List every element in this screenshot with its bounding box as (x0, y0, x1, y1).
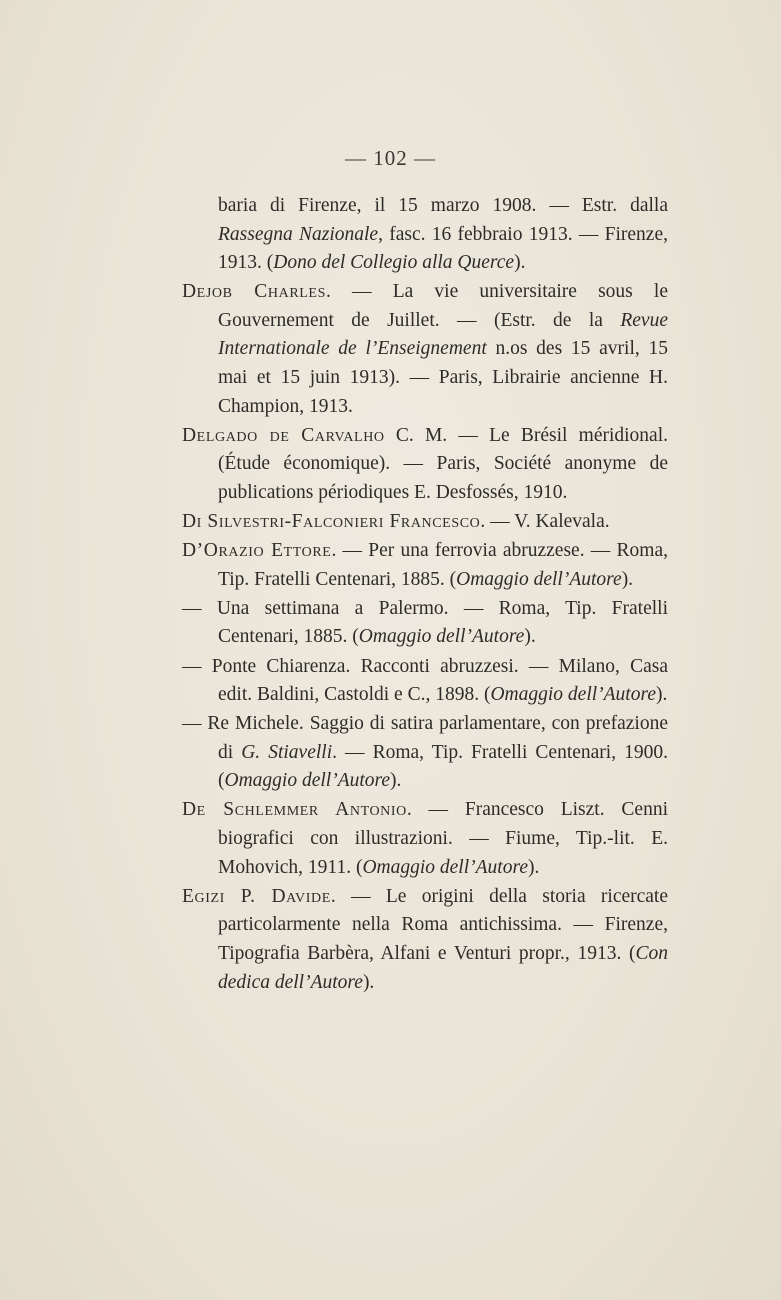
author-name: Dejob Charles (182, 281, 326, 303)
entry-text: . — V. Kalevala. (480, 511, 610, 533)
italic-title: Omaggio dell’Autore (358, 626, 525, 648)
italic-title: Omaggio dell’Autore (490, 684, 656, 706)
entry-text: — Una settimana a Palermo. — Roma, Tip. Fratelli Centenari, 1885. ( (182, 597, 668, 648)
italic-title: Omaggio dell’Autore (362, 856, 528, 878)
italic-title: Revue Internationale de l’Enseignement (218, 309, 668, 360)
entry-text: baria di Firenze, il 15 marzo 1908. — Estr. dalla (218, 195, 668, 216)
entry-text: . — Le origini della storia ricercate particolarmente nella Roma antichissima. — Firenze, Tipografia Barbèra, Alfani e Venturi propr., 1913. ( (218, 885, 669, 964)
italic-title: Omaggio dell’Autore (456, 568, 622, 590)
italic-title: G. Stiavelli (241, 741, 333, 763)
entry-text: . — Roma, Tip. Fratelli Centenari, 1900. ( (218, 741, 668, 792)
entry-text: ). (362, 971, 375, 993)
bibliography-entry (182, 595, 668, 653)
entry-text: ). (621, 568, 634, 590)
page-number: — 102 — (345, 146, 436, 170)
entry-text: — Re Michele. Saggio di satira parlamentare, con prefazione di (182, 713, 668, 763)
author-name: De Schlemmer Antonio (182, 799, 407, 821)
entry-text: — Ponte Chiarenza. Racconti abruzzesi. — Milano, Casa edit. Baldini, Castoldi e C., 1898. ( (182, 655, 668, 706)
bibliography-list (182, 192, 668, 998)
bibliography-entry-continuation (182, 192, 668, 278)
entry-text: , fasc. 16 febbraio 1913. — Firenze, 1913. ( (218, 223, 668, 274)
entry-text: . — Per una ferrovia abruzzese. — Roma, Tip. Fratelli Centenari, 1885. ( (218, 540, 668, 590)
bibliography-entry (182, 422, 668, 508)
author-name: Egizi P. Davide (182, 885, 331, 907)
italic-title: Dono del Collegio alla Querce (273, 252, 515, 274)
author-name: D’Orazio Ettore (182, 540, 332, 562)
entry-text: ). (524, 626, 536, 648)
author-name: Delgado de Carvalho (182, 424, 385, 446)
bibliography-entry (182, 796, 668, 882)
bibliography-entry (182, 537, 668, 595)
bibliography-entry (182, 508, 668, 537)
italic-title: Con dedica dell’Autore (218, 942, 668, 993)
entry-text: n.os des 15 avril, 15 mai et 15 juin 1913). — Paris, Librairie ancienne H. Champion, 1913. (218, 338, 668, 417)
entry-text: ). (656, 684, 668, 706)
author-name: Di Silvestri-Falconieri Francesco (182, 511, 481, 533)
entry-text: . — La vie universitaire sous le Gouvernement de Juillet. — (Estr. de la (218, 281, 668, 331)
bibliography-entry (182, 278, 668, 421)
bibliography-entry (182, 883, 668, 998)
entry-text: ). (527, 856, 540, 878)
entry-text: C. M. — Le Brésil méridional. (Étude économique). — Paris, Société anonyme de publications périodiques E. Desfossés, 1910. (218, 424, 668, 503)
italic-title: Omaggio dell’Autore (224, 770, 391, 792)
entry-text: . — Francesco Liszt. Cenni biografici con illustrazioni. — Fiume, Tip.-lit. E. Mohovich, 1911. ( (218, 799, 668, 878)
bibliography-entry (182, 710, 668, 796)
entry-text: ). (390, 770, 402, 792)
italic-title: Rassegna Nazionale (218, 223, 379, 245)
entry-text: ). (514, 252, 526, 274)
bibliography-entry (182, 653, 668, 711)
